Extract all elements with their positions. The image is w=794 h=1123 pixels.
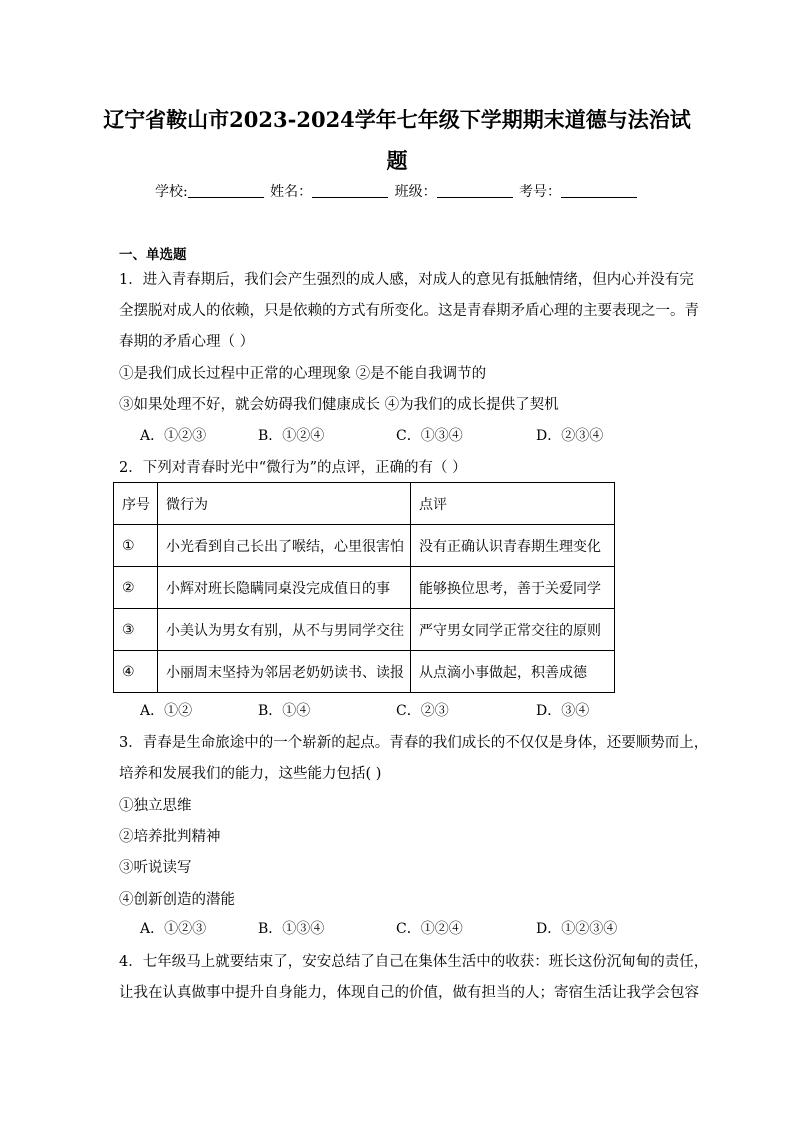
q2-stem: 2．下列对青春时光中“微行为”的点评，正确的有（ ） bbox=[119, 460, 467, 476]
page-title-continued: 题 bbox=[386, 148, 408, 173]
q2-option-c[interactable]: C．②③ bbox=[396, 703, 449, 719]
q3-item-1: ①独立思维 bbox=[119, 798, 192, 814]
q3-item-2: ②培养批判精神 bbox=[119, 829, 221, 845]
table-row bbox=[114, 567, 615, 609]
row-behavior: 小辉对班长隐瞒同桌没完成值日的事 bbox=[158, 567, 411, 609]
table-row bbox=[114, 525, 615, 567]
q3-option-a[interactable]: A．①②③ bbox=[140, 921, 207, 937]
row-number: ② bbox=[114, 567, 158, 609]
name-label: 姓名： bbox=[270, 184, 313, 200]
section-heading: 一、单选题 bbox=[119, 247, 187, 263]
school-blank[interactable] bbox=[188, 183, 264, 198]
q1-stem-line-1: 1．进入青春期后，我们会产生强烈的成人感，对成人的意见有抵触情绪，但内心并没有完 bbox=[119, 272, 694, 288]
q2-option-b[interactable]: B．①④ bbox=[258, 703, 311, 719]
header-comment: 点评 bbox=[411, 483, 615, 525]
q3-option-c[interactable]: C．①②④ bbox=[396, 921, 463, 937]
q3-option-d[interactable]: D．①②③④ bbox=[536, 921, 618, 937]
q2-option-a[interactable]: A．①② bbox=[140, 703, 193, 719]
q3-stem-line-2: 培养和发展我们的能力，这些能力包括( ) bbox=[119, 766, 382, 782]
class-blank[interactable] bbox=[437, 183, 513, 198]
q1-stem-line-3: 春期的矛盾心理（ ） bbox=[119, 334, 255, 350]
q1-option-b[interactable]: B．①②④ bbox=[258, 428, 325, 444]
number-label: 考号： bbox=[519, 184, 562, 200]
name-blank[interactable] bbox=[312, 183, 388, 198]
table-row bbox=[114, 651, 615, 693]
row-comment: 从点滴小事做起，积善成德 bbox=[411, 651, 615, 693]
table-header-row bbox=[114, 483, 615, 525]
q2-table bbox=[113, 482, 615, 693]
row-comment: 没有正确认识青春期生理变化 bbox=[411, 525, 615, 567]
row-number: ③ bbox=[114, 609, 158, 651]
q1-option-c[interactable]: C．①③④ bbox=[396, 428, 463, 444]
q3-item-3: ③听说读写 bbox=[119, 860, 192, 876]
student-info-row bbox=[0, 181, 794, 201]
q1-option-a[interactable]: A．①②③ bbox=[140, 428, 207, 444]
row-number: ④ bbox=[114, 651, 158, 693]
table-row bbox=[114, 609, 615, 651]
school-label: 学校: bbox=[154, 184, 188, 200]
row-behavior: 小丽周末坚持为邻居老奶奶读书、读报 bbox=[158, 651, 411, 693]
page-title: 辽宁省鞍山市2023-2024学年七年级下学期期末道德与法治试 bbox=[103, 107, 691, 132]
q1-statements-1: ①是我们成长过程中正常的心理现象 ②是不能自我调节的 bbox=[119, 366, 487, 382]
q1-option-d[interactable]: D．②③④ bbox=[536, 428, 604, 444]
q3-stem-line-1: 3．青春是生命旅途中的一个崭新的起点。青春的我们成长的不仅仅是身体，还要顺势而上， bbox=[119, 735, 709, 751]
q1-statements-2: ③如果处理不好，就会妨碍我们健康成长 ④为我们的成长提供了契机 bbox=[119, 397, 559, 413]
row-behavior: 小美认为男女有别，从不与男同学交往 bbox=[158, 609, 411, 651]
row-comment: 严守男女同学正常交往的原则 bbox=[411, 609, 615, 651]
class-label: 班级： bbox=[394, 184, 437, 200]
q3-option-b[interactable]: B．①③④ bbox=[258, 921, 325, 937]
header-behavior: 微行为 bbox=[158, 483, 411, 525]
q4-stem-line-1: 4．七年级马上就要结束了，安安总结了自己在集体生活中的收获：班长这份沉甸甸的责任， bbox=[119, 954, 709, 970]
q3-item-4: ④创新创造的潜能 bbox=[119, 892, 235, 908]
row-number: ① bbox=[114, 525, 158, 567]
header-number: 序号 bbox=[114, 483, 158, 525]
number-blank[interactable] bbox=[561, 183, 637, 198]
q2-option-d[interactable]: D．③④ bbox=[536, 703, 590, 719]
row-behavior: 小光看到自己长出了喉结，心里很害怕 bbox=[158, 525, 411, 567]
q1-stem-line-2: 全摆脱对成人的依赖，只是依赖的方式有所变化。这是青春期矛盾心理的主要表现之一。青 bbox=[119, 303, 699, 319]
q4-stem-line-2: 让我在认真做事中提升自身能力，体现自己的价值，做有担当的人；寄宿生活让我学会包容 bbox=[119, 985, 699, 1001]
row-comment: 能够换位思考，善于关爱同学 bbox=[411, 567, 615, 609]
